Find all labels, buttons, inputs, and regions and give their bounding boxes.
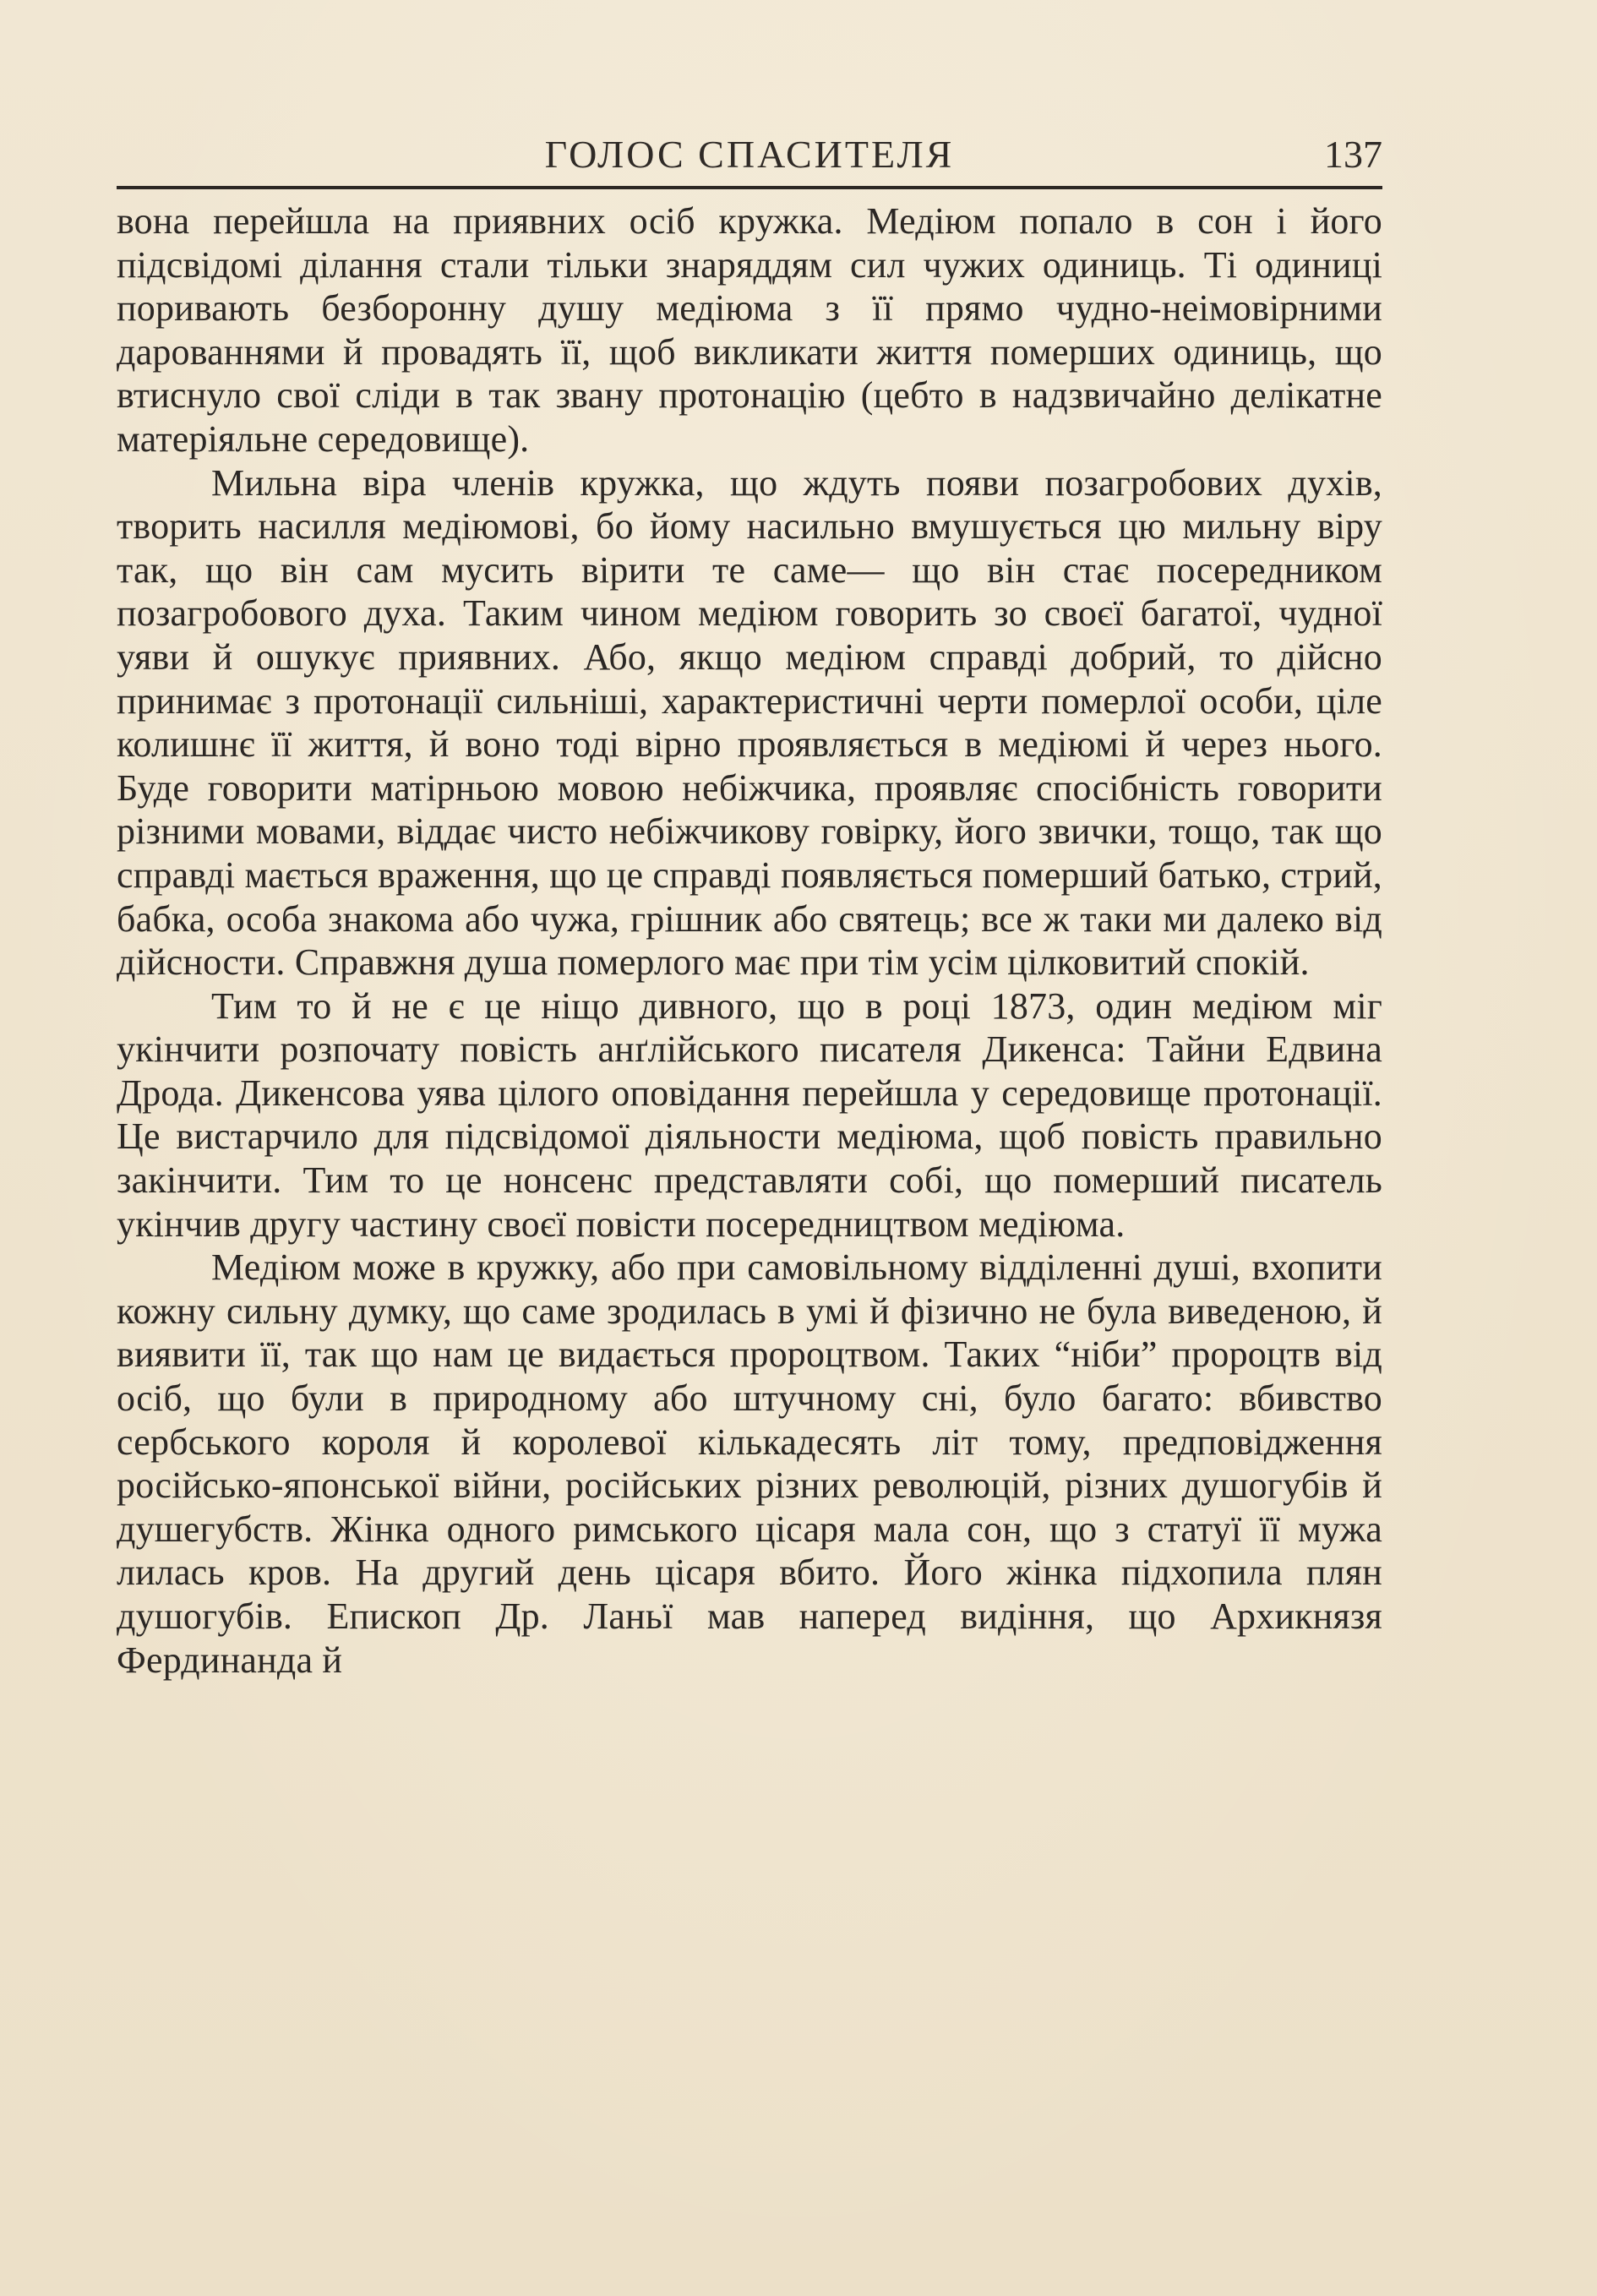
body-text xyxy=(117,199,1382,1682)
paragraph: Тим то й не є це ніщо дивного, що в році 1873, один медіюм міг укінчити розпочату повість анґлійського писателя Дикенса: Тайни Едвина Дрода. Дикенсова уява цілого оповідання перейшла у середовище протонації. Це вистарчило для підсвідомої діяльности медіюма, щоб повість правильно закінчити. Тим то це нонсенс представляти собі, що померший писатель укінчив другу частину своєї повісти посередництвом медіюма. xyxy=(117,984,1382,1245)
page-number: 137 xyxy=(1324,133,1382,176)
running-title: ГОЛОС СПАСИТЕЛЯ xyxy=(544,133,955,176)
paragraph: Медіюм може в кружку, або при самовільному відділенні душі, вхопити кожну сильну думку, що саме зродилась в умі й фізично не була виведеною, й виявити її, так що нам це видається пророцтвом. Таких “ніби” пророцтв від осіб, що були в природному або штучному сні, було багато: вбивство сербського короля й королевої кількадесять літ тому, предповідження російсько-японської війни, російських різних революцій, різних душогубів й душегубств. Жінка одного римського цісаря мала сон, що з статуї її мужа лилась кров. На другий день цісаря вбито. Його жінка підхопила плян душогубів. Епископ Др. Ланьї мав наперед видіння, що Архикнязя Фердинанда й xyxy=(117,1246,1382,1681)
page-header xyxy=(117,125,1382,184)
header-rule xyxy=(117,186,1382,189)
paragraph: вона перейшла на приявних осіб кружка. Медіюм попало в сон і його підсвідомі ділання стали тільки знаряддям сил чужих одиниць. Ті одиниці поривають безборонну душу медіюма з її прямо чудно-неімовірними дарованнями й провадять її, щоб викликати життя померших одиниць, що втиснуло свої сліди в так звану протонацію (цебто в надзвичайно делікатне матеріяльне середовище). xyxy=(117,200,1382,460)
paragraph: Мильна віра членів кружка, що ждуть появи позагробових духів, творить насилля медіюмові, бо йому насильно вмушується цю мильну віру так, що він сам мусить вірити те саме— що він стає посередником позагробового духа. Таким чином медіюм говорить зо своєї багатої, чудної уяви й ошукує приявних. Або, якщо медіюм справді добрий, то дійсно принимає з протонації сильніші, характеристичні черти померлої особи, ціле колишнє її життя, й воно тоді вірно проявляється в медіюмі й через нього. Буде говорити матірньою мовою небіжчика, проявляє спосібність говорити різними мовами, віддає чисто небіжчикову говірку, його звички, тощо, так що справді мається враження, що це справді появляється померший батько, стрий, бабка, особа знакома або чужа, грішник або святець; все ж таки ми далеко від дійсности. Справжня душа померлого має при тім усім цілковитий спокій. xyxy=(117,461,1382,984)
